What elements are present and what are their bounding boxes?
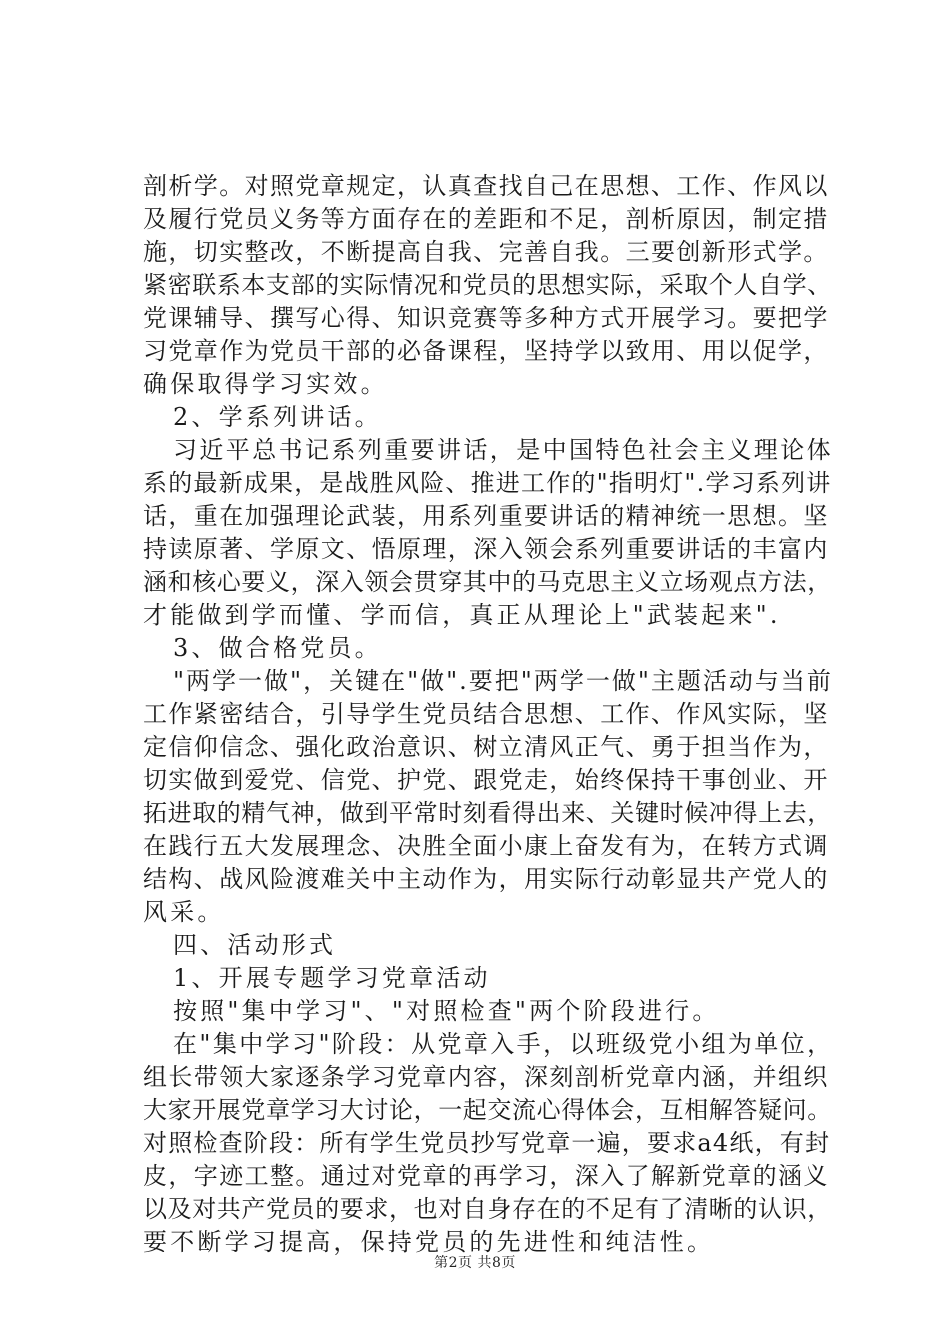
text-line: 及履行党员义务等方面存在的差距和不足，剖析原因，制定措 — [143, 205, 829, 233]
page-footer: 第2页 共8页 — [434, 1255, 516, 1271]
text-line: 在践行五大发展理念、决胜全面小康上奋发有为，在转方式调 — [143, 832, 829, 860]
text-line: 组长带领大家逐条学习党章内容，深刻剖析党章内涵，并组织 — [143, 1063, 829, 1091]
text-line: 结构、战风险渡难关中主动作为，用实际行动彰显共产党人的 — [143, 865, 829, 893]
text-line: 持读原著、学原文、悟原理，深入领会系列重要讲话的丰富内 — [143, 535, 829, 563]
text-line: 对照检查阶段：所有学生党员抄写党章一遍，要求a4纸，有封 — [143, 1129, 831, 1157]
text-line: 要不断学习提高，保持党员的先进性和纯洁性。 — [143, 1228, 715, 1256]
document-body — [143, 170, 833, 1259]
text-line: 习近平总书记系列重要讲话，是中国特色社会主义理论体 — [173, 436, 833, 464]
text-line: 拓进取的精气神，做到平常时刻看得出来、关键时候冲得上去， — [143, 799, 832, 827]
text-line: 习党章作为党员干部的必备课程，坚持学以致用、用以促学， — [143, 337, 829, 365]
text-line: 3、做合格党员。 — [173, 634, 382, 662]
text-line: 1、开展专题学习党章活动 — [173, 964, 491, 992]
text-line: 大家开展党章学习大讨论，一起交流心得体会，互相解答疑问。 — [143, 1096, 832, 1124]
text-line: 工作紧密结合，引导学生党员结合思想、工作、作风实际，坚 — [143, 700, 829, 728]
text-line: 紧密联系本支部的实际情况和党员的思想实际，采取个人自学、 — [143, 271, 832, 299]
text-line: 切实做到爱党、信党、护党、跟党走，始终保持干事创业、开 — [143, 766, 829, 794]
text-line: 党课辅导、撰写心得、知识竞赛等多种方式开展学习。要把学 — [143, 304, 829, 332]
text-line: 定信仰信念、强化政治意识、树立清风正气、勇于担当作为， — [143, 733, 829, 761]
text-line: 确保取得学习实效。 — [143, 370, 388, 398]
text-line: 剖析学。对照党章规定，认真查找自己在思想、工作、作风以 — [143, 172, 829, 200]
text-line: 四、活动形式 — [173, 931, 337, 959]
text-line: 风采。 — [143, 898, 225, 926]
text-line: 按照"集中学习"、"对照检查"两个阶段进行。 — [173, 997, 720, 1025]
text-line: 施，切实整改，不断提高自我、完善自我。三要创新形式学。 — [143, 238, 829, 266]
text-line: 2、学系列讲话。 — [173, 403, 382, 431]
text-line: 涵和核心要义，深入领会贯穿其中的马克思主义立场观点方法， — [143, 568, 832, 596]
text-line: 皮，字迹工整。通过对党章的再学习，深入了解新党章的涵义 — [143, 1162, 829, 1190]
text-line: 才能做到学而懂、学而信，真正从理论上"武装起来". — [143, 601, 781, 629]
text-line: 以及对共产党员的要求，也对自身存在的不足有了清晰的认识， — [143, 1195, 832, 1223]
text-line: "两学一做"，关键在"做".要把"两学一做"主题活动与当前 — [173, 667, 833, 695]
text-line: 话，重在加强理论武装，用系列重要讲话的精神统一思想。坚 — [143, 502, 829, 530]
text-line: 系的最新成果，是战胜风险、推进工作的"指明灯".学习系列讲 — [143, 469, 832, 497]
text-line: 在"集中学习"阶段：从党章入手，以班级党小组为单位， — [173, 1030, 834, 1058]
